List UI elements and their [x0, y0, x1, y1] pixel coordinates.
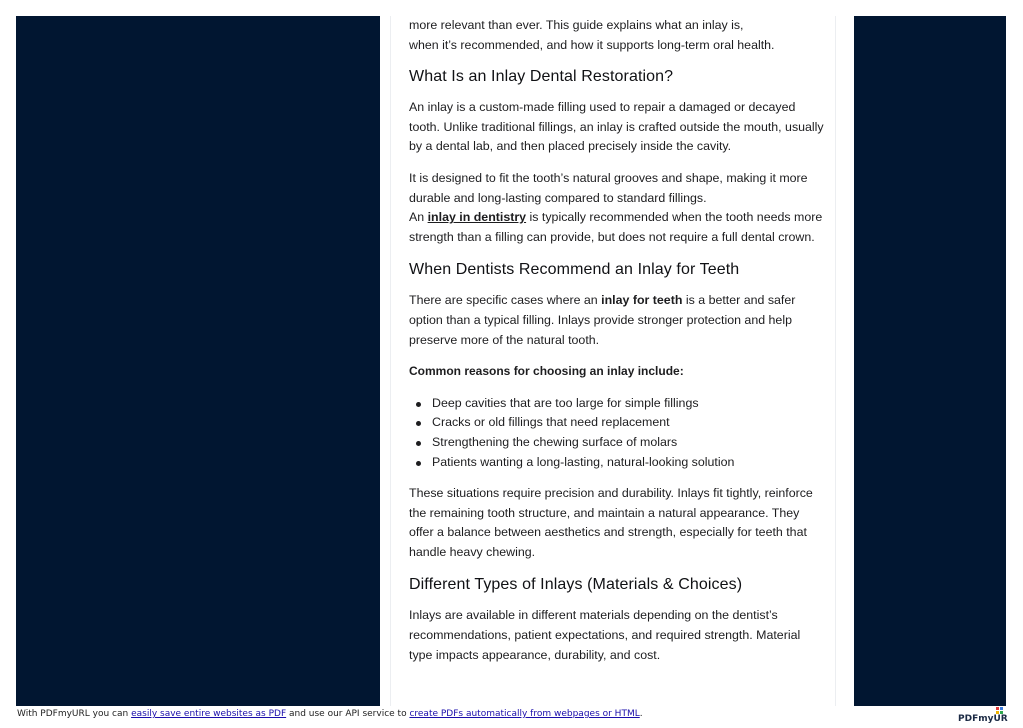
- inlay-in-dentistry-link[interactable]: inlay in dentistry: [427, 210, 527, 225]
- what-paragraph-1: An inlay is a custom-made filling used to repair a damaged or decayed tooth. Unlike traditional fillings, an inlay is crafted outside the mouth, usually by a dental lab, and then placed precisely inside the cavity.: [409, 100, 824, 154]
- types-paragraph: Inlays are available in different materials depending on the dentist’s recommendations, patient expectations, and required strength. Material type impacts appearance, durability, and cost.: [409, 608, 801, 662]
- heading-types-of-inlays: Different Types of Inlays (Materials & Choices): [409, 576, 743, 594]
- list-item: Deep cavities that are too large for simple fillings: [432, 394, 827, 414]
- when-paragraph: [409, 291, 827, 350]
- list-item: Patients wanting a long-lasting, natural-looking solution: [432, 453, 827, 473]
- heading-what-is-inlay: What Is an Inlay Dental Restoration?: [409, 68, 674, 86]
- footer-middle: and use our API service to: [286, 709, 410, 719]
- reasons-heading: [409, 362, 827, 382]
- situations-paragraph: These situations require precision and durability. Inlays fit tightly, reinforce the remaining tooth structure, and maintain a natural appearance. They offer a balance between aesthetics and strength, especially for teeth that handle heavy chewing.: [409, 486, 813, 559]
- pdfmyurl-footer: [17, 707, 957, 721]
- reasons-heading-text: Common reasons for choosing an inlay include:: [409, 364, 684, 379]
- what-paragraph-2-text: It is designed to fit the tooth’s natural grooves and shape, making it more durable and long-lasting compared to standard fillings.: [409, 170, 808, 205]
- article-content: [409, 16, 827, 665]
- list-item: Cracks or old fillings that need replacement: [432, 413, 827, 433]
- save-websites-pdf-link[interactable]: easily save entire websites as PDF: [131, 709, 287, 719]
- footer-prefix: With PDFmyURL you can: [17, 709, 132, 719]
- article-card: [390, 16, 836, 706]
- what-paragraph-2-suffix: is typically recommended when the tooth needs more strength than a filling can provide, but does not require a full dental crown.: [409, 210, 823, 244]
- logo-text: PDFmyURL: [958, 714, 1008, 723]
- what-paragraph-2-prefix: An: [409, 210, 428, 225]
- when-paragraph-suffix: is a better and safer option than a typical filling. Inlays provide stronger protection and help preserve more of the natural tooth.: [409, 293, 796, 347]
- create-pdfs-link[interactable]: create PDFs automatically from webpages or HTML: [409, 709, 640, 719]
- reasons-list: [409, 394, 827, 472]
- intro-line-2: when it’s recommended, and how it supports long-term oral health.: [409, 37, 775, 52]
- when-paragraph-prefix: There are specific cases where an: [409, 293, 602, 308]
- list-item: Strengthening the chewing surface of molars: [432, 433, 827, 453]
- pdfmyurl-logo[interactable]: [958, 707, 1008, 723]
- what-paragraph-2: [409, 169, 827, 247]
- heading-when-recommend: When Dentists Recommend an Inlay for Teeth: [409, 261, 740, 279]
- pdfmyurl-logo-icon: [958, 707, 1008, 723]
- inlay-for-teeth-emphasis: inlay for teeth: [601, 293, 683, 308]
- article-column: [380, 16, 854, 706]
- footer-suffix: .: [639, 709, 643, 719]
- intro-paragraph: [409, 16, 827, 55]
- intro-line-1: more relevant than ever. This guide explains what an inlay is,: [409, 18, 744, 32]
